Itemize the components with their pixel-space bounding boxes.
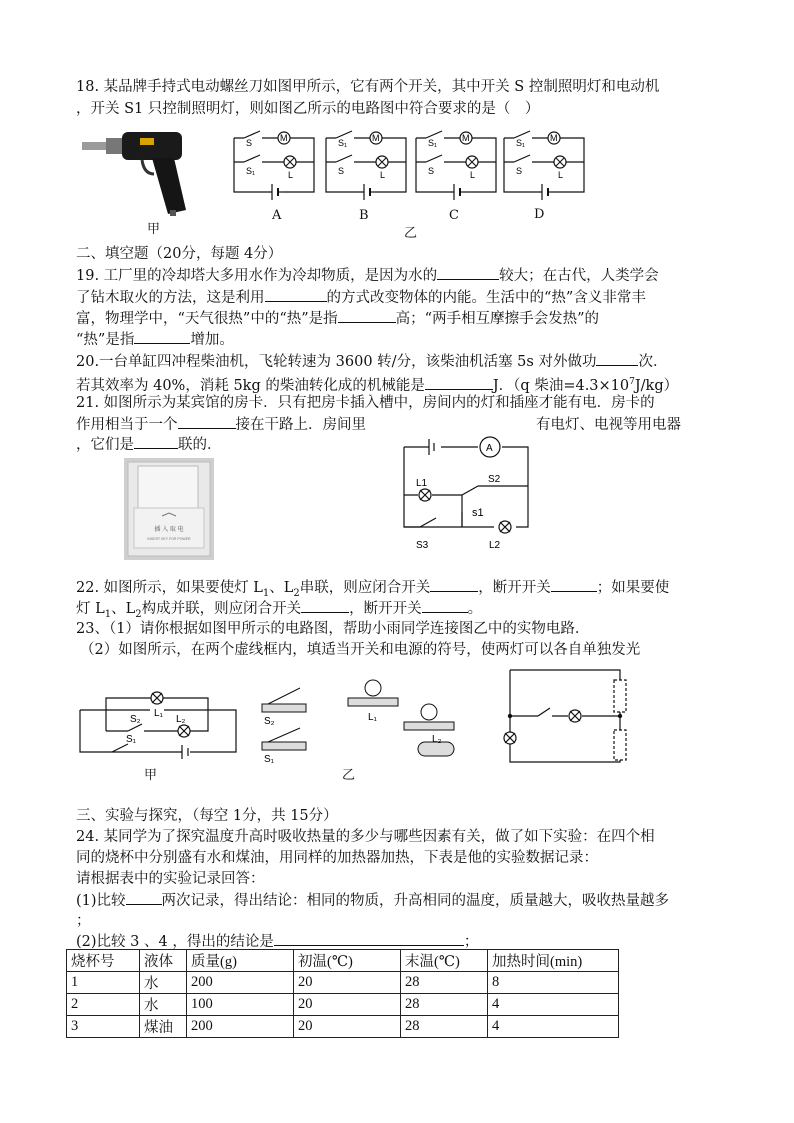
yi-l2-label: L₂ [432,734,442,745]
lamp-label: L [558,170,564,180]
blank-22-3[interactable] [301,598,349,613]
table-cell: 28 [401,994,488,1016]
blank-24-2[interactable] [274,931,464,946]
blank-20-1[interactable] [596,351,638,366]
q19-line3: 富，物理学中，“天气很热”中的“热”是指 高；“两手相互摩擦手会发热”的 [76,308,599,329]
q21-line2: 作用相当于一个 接在干路上．房间里 有电灯、电视等用电器 [76,414,681,435]
switch-label: S₁ [246,166,256,176]
q18-line2: ，开关 S1 只控制照明灯，则如图乙所示的电路图中符合要求的是（ ） [76,101,540,117]
q21-line3: ，它们是 联的． [76,434,222,455]
table-cell: 煤油 [140,1016,187,1038]
table-header-row [67,950,619,972]
table-cell: 28 [401,1016,488,1038]
q24-line6: (2)比较 3 、4 ，得出的结论是 ； [76,931,478,952]
q19-line1: 19. 工厂里的冷却塔大多用水作为冷却物质，是因为水的 较大；在古代，人类学会 [76,265,659,286]
blank-22-2[interactable] [551,577,597,592]
table-row [67,1016,619,1038]
table-cell: 200 [187,1016,294,1038]
table-cell: 100 [187,994,294,1016]
yi-l1-label: L₁ [368,712,377,723]
switch-s2-label: S2 [488,474,501,485]
lamp-label: L [380,170,386,180]
section2-heading: 二、填空题（20分，每题 4分） [76,246,283,262]
table-cell: 水 [140,972,187,994]
blank-21-2[interactable] [134,434,178,449]
q20-line1: 20.一台单缸四冲程柴油机，飞轮转速为 3600 转/分，该柴油机活塞 5s 对外做功 次． [76,351,667,372]
lamp-l1-label: L1 [416,478,428,489]
table-cell: 8 [488,972,619,994]
q21-circuit-diagram [396,436,536,554]
ammeter-label: A [486,443,493,454]
q18-line1: 18. 某品牌手持式电动螺丝刀如图甲所示，它有两个开关，其中开关 S 控制照明灯和电动机 [76,79,660,95]
motor-label: M [372,133,380,143]
table-cell: 4 [488,1016,619,1038]
section3-heading: 三、实验与探究，（每空 1分，共 15分） [76,808,338,824]
q23-physical-components [256,676,466,768]
q20-line2: 若其效率为 40%，消耗 5kg 的柴油转化成的机械能是 J．（q 柴油$=4.3\times 10^7J/kg$） [76,372,678,396]
q23-circuit-jia [76,684,240,760]
table-header-cell: 烧杯号 [67,950,140,972]
q19-line2: 了钻木取火的方法，这是利用 的方式改变物体的内能。生活中的“热”含义非常丰 [76,287,646,308]
switch-label: S₁ [338,138,348,148]
table-cell: 4 [488,994,619,1016]
switch-label: S [428,166,435,176]
blank-24-1[interactable] [126,890,162,905]
table-header-cell: 加热时间(min) [488,950,619,972]
card-slot-subtext: INSERT KEY FOR POWER [147,537,191,541]
motor-label: M [462,133,470,143]
table-cell: 3 [67,1016,140,1038]
table-row [67,972,619,994]
q24-line3: 请根据表中的实验记录回答： [76,871,265,887]
yi-s2-label: S₂ [264,716,275,727]
option-a-label: A [272,208,282,223]
table-cell: 20 [294,994,401,1016]
jia-s2-label: S₂ [130,714,141,725]
q24-line5: ； [76,913,91,929]
table-header-cell: 质量(g) [187,950,294,972]
table-cell: 20 [294,1016,401,1038]
lamp-label: L [288,170,294,180]
table-row [67,994,619,1016]
table-cell: 水 [140,994,187,1016]
blank-22-4[interactable] [422,598,468,613]
table-header-cell: 初温(℃) [294,950,401,972]
switch-label: S₁ [516,138,526,148]
screwdriver-photo [82,128,202,220]
fig-jia-label-18: 甲 [147,222,161,237]
q21-line1: 21. 如图所示为某宾馆的房卡．只有把房卡插入槽中，房间内的灯和插座才能有电．房卡的 [76,395,655,411]
switch-label: S [338,166,345,176]
switch-label: S [516,166,523,176]
card-slot-text: 插 入 取 电 [154,527,184,533]
option-c-label: C [449,208,459,223]
q23-dashed-box-circuit [498,666,638,764]
jia-s1-label: S₁ [126,734,137,745]
fig-yi-label-23: 乙 [342,768,356,783]
q24-line1: 24. 某同学为了探究温度升高时吸收热量的多少与哪些因素有关，做了如下实验：在四个相 [76,829,655,845]
blank-20-2[interactable] [425,375,493,390]
jia-l1-label: L₁ [154,708,163,719]
q22-line2: 灯 $L_1$、$L_2$构成并联，则应闭合开关 ，断开开关 。 [76,598,482,625]
blank-19-2[interactable] [265,287,327,302]
blank-19-4[interactable] [134,329,190,344]
jia-l2-label: L₂ [176,714,186,725]
table-cell: 1 [67,972,140,994]
motor-label: M [280,133,288,143]
switch-label: S₁ [428,138,438,148]
blank-19-3[interactable] [338,308,396,323]
motor-label: M [550,133,558,143]
table-cell: 28 [401,972,488,994]
option-d-label: D [534,207,545,222]
blank-22-1[interactable] [430,577,478,592]
table-cell: 200 [187,972,294,994]
blank-19-1[interactable] [437,265,499,280]
q24-line2: 同的烧杯中分别盛有水和煤油，用同样的加热器加热，下表是他的实验数据记录： [76,850,598,866]
fig-yi-label-18: 乙 [404,226,418,241]
q24-line4: (1)比较 两次记录，得出结论：相同的物质，升高相同的温度，质量越大，吸收热量越多 [76,890,669,911]
blank-21-1[interactable] [178,414,236,429]
table-header-cell: 液体 [140,950,187,972]
table-cell: 20 [294,972,401,994]
q19-line4: “热”是指 增加。 [76,329,234,350]
table-cell: 2 [67,994,140,1016]
q23-line1: 23、（1）请你根据如图甲所示的电路图，帮助小雨同学连接图乙中的实物电路． [76,621,590,637]
fig-jia-label-23: 甲 [144,768,158,783]
experiment-data-table [66,949,619,1038]
switch-label: S [246,138,253,148]
table-header-cell: 末温(℃) [401,950,488,972]
yi-s1-label: S₁ [264,754,275,765]
lamp-l2-label: L2 [489,540,501,551]
q22-line1: 22. 如图所示，如果要使灯 $L_1$、$L_2$串联，则应闭合开关 ，断开开关 ；如果要使 [76,577,669,604]
q23-line2: （2）如图所示，在两个虚线框内，填适当开关和电源的符号，使两灯可以各自单独发光 [80,642,641,658]
lamp-label: L [470,170,476,180]
switch-s1-label: s1 [472,507,484,519]
room-card-photo [124,458,214,560]
switch-s3-label: S3 [416,540,429,551]
option-b-label: B [359,208,369,223]
